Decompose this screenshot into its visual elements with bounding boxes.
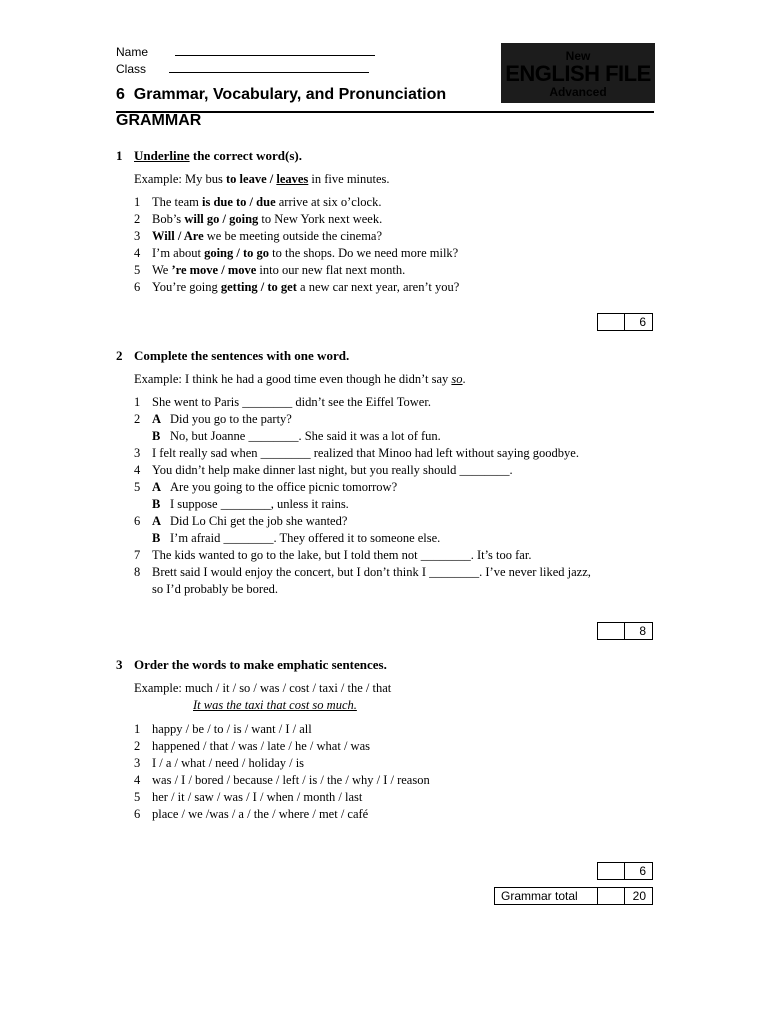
item-text: to the shops. Do we need more milk? [269,246,459,260]
item-text[interactable]: I suppose ________, unless it rains. [170,497,349,511]
speaker-label: B [152,497,161,511]
exercise1-example [134,172,390,187]
list-item [134,428,591,445]
item-number: 8 [134,565,141,579]
class-label: Class [116,62,147,76]
item-number: 1 [134,722,141,736]
example-text-end: . [462,372,466,386]
item-number: 2 [134,739,141,753]
item-text[interactable]: The kids wanted to go to the lake, but I told them not ________. It’s too far. [152,548,532,562]
exercise3-score-box [597,862,653,880]
grammar-total-label: Grammar total [495,888,598,904]
item-text[interactable]: You didn’t help make dinner last night, but you really should ________. [152,463,513,477]
speaker-label: A [152,480,162,494]
list-item [134,564,591,581]
exercise3-heading [116,657,387,673]
item-number: 6 [134,280,141,294]
example-text: I think he had a good time even though he didn’t say [181,372,452,386]
score-max: 6 [639,864,646,878]
item-text: happy / be / to / is / want / I / all [152,722,312,736]
speaker-label: B [152,531,161,545]
exercise1-items [134,194,459,296]
item-text[interactable]: Brett said I would enjoy the concert, but I don’t think I ________. I’ve never liked jazz, [152,565,591,579]
example-answer: It was the taxi that cost so much. [193,698,357,712]
section-heading: GRAMMAR [116,112,202,129]
item-number: 3 [134,229,141,243]
list-item [134,547,591,564]
item-options[interactable]: Will / Are [152,229,204,243]
list-item [134,462,591,479]
score-max: 8 [639,624,646,638]
list-item [134,738,430,755]
item-text: place / we /was / a / the / where / met / café [152,807,369,821]
name-field[interactable] [175,45,375,56]
list-item [134,513,591,530]
exercise2-heading-text: Complete the sentences with one word. [134,348,350,363]
logo-top-text: New [565,49,591,63]
item-number: 5 [134,790,141,804]
speaker-label: A [152,412,162,426]
item-number: 3 [134,756,141,770]
item-number: 5 [134,480,141,494]
list-item [134,479,591,496]
exercise1-heading-underlined: Underline [134,148,190,163]
item-options[interactable]: ’re move / move [171,263,257,277]
item-text: into our new flat next month. [256,263,406,277]
item-options[interactable]: getting / to get [220,280,297,294]
example-label: Example: [134,172,182,186]
class-field[interactable] [169,62,369,73]
item-text: I’m about [152,246,205,260]
item-text: Did you go to the party? [170,412,292,426]
item-number: 1 [134,195,141,209]
item-text: happened / that / was / late / he / what / was [152,739,370,753]
list-item [134,394,591,411]
list-item [134,496,591,513]
item-text: Did Lo Chi get the job she wanted? [170,514,348,528]
example-option: to leave / [226,172,274,186]
item-text: we be meeting outside the cinema? [203,229,383,243]
example-label: Example: [134,372,182,386]
page-title: 6 Grammar, Vocabulary, and Pronunciation [116,86,447,103]
speaker-label: B [152,429,161,443]
item-text: We [152,263,172,277]
item-text: Bob’s [152,212,185,226]
list-item [134,411,591,428]
list-item [134,445,591,462]
item-text: so I’d probably be bored. [152,582,279,596]
item-number: 6 [134,807,141,821]
exercise3-heading-text: Order the words to make emphatic sentences. [134,657,387,672]
item-options[interactable]: going / to go [204,246,270,260]
item-text: was / I / bored / because / left / is / the / why / I / reason [152,773,430,787]
list-item [134,806,430,823]
grammar-total-max: 20 [632,889,646,903]
item-text: to New York next week. [258,212,383,226]
logo-bottom-text: Advanced [549,85,607,99]
item-text: I / a / what / need / holiday / is [152,756,305,770]
list-item [134,721,430,738]
score-input[interactable] [598,623,625,639]
item-number: 2 [134,412,141,426]
name-label: Name [116,45,149,59]
item-number: 4 [134,773,141,787]
exercise2-example [134,372,466,387]
item-number: 6 [134,514,141,528]
example-text-end: in five minutes. [308,172,390,186]
item-text: Are you going to the office picnic tomorrow? [170,480,398,494]
item-options[interactable]: will go / going [184,212,259,226]
list-item [134,581,591,598]
item-text[interactable]: I felt really sad when ________ realized that Minoo had left without saying goodbye. [152,446,579,460]
item-options[interactable]: is due to / due [201,195,276,209]
class-row [116,62,369,76]
list-item [134,789,430,806]
example-label: Example: [134,681,182,695]
item-text: You’re going [152,280,221,294]
item-number: 7 [134,548,141,562]
list-item [134,279,459,296]
exercise1-score-box [597,313,653,331]
item-text[interactable]: I’m afraid ________. They offered it to someone else. [170,531,441,545]
exercise2-score-box [597,622,653,640]
item-number: 4 [134,463,141,477]
example-text: My bus [181,172,227,186]
name-row [116,45,375,59]
exercise3-number: 3 [116,657,123,672]
example-answer: leaves [276,172,309,186]
exercise3-example [134,681,391,696]
list-item [134,772,430,789]
list-item [134,755,430,772]
list-item [134,530,591,547]
item-number: 5 [134,263,141,277]
example-text: much / it / so / was / cost / taxi / the / that [181,681,392,695]
list-item [134,262,459,279]
list-item [134,228,459,245]
item-text: arrive at six o’clock. [275,195,382,209]
exercise3-example-answer [193,698,357,713]
logo-main-text: ENGLISH FILE [505,61,651,86]
speaker-label: A [152,514,162,528]
item-number: 2 [134,212,141,226]
grammar-total-input[interactable] [598,888,625,904]
exercise1-number: 1 [116,148,123,163]
grammar-total-box [494,887,653,905]
item-text[interactable]: She went to Paris ________ didn’t see the Eiffel Tower. [152,395,431,409]
exercise2-items [134,394,591,598]
item-text: her / it / saw / was / I / when / month / last [152,790,363,804]
exercise3-items [134,721,430,823]
item-text: The team [152,195,202,209]
item-text: a new car next year, aren’t you? [296,280,460,294]
item-number: 1 [134,395,141,409]
exercise2-heading [116,348,349,364]
example-answer: so [451,372,463,386]
list-item [134,211,459,228]
item-text[interactable]: No, but Joanne ________. She said it was a lot of fun. [170,429,441,443]
item-number: 4 [134,246,141,260]
exercise1-heading-text: the correct word(s). [189,148,303,163]
english-file-logo [501,43,655,103]
score-max: 6 [639,315,646,329]
list-item [134,194,459,211]
exercise1-heading [116,148,302,164]
list-item [134,245,459,262]
item-number: 3 [134,446,141,460]
score-input[interactable] [598,863,625,879]
exercise2-number: 2 [116,348,123,363]
score-input[interactable] [598,314,625,330]
